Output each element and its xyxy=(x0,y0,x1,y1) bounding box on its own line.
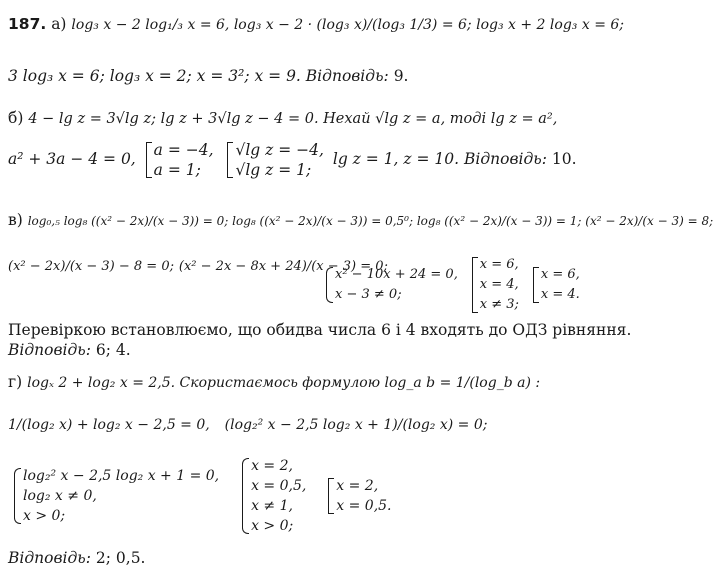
system-row: a = −4, xyxy=(153,141,214,159)
system-row: log₂ x ≠ 0, xyxy=(23,488,97,504)
part-d-answer-label: Відповідь: xyxy=(8,549,91,567)
system-row: x = 4, xyxy=(479,277,519,292)
system-row: x = 2, xyxy=(251,458,293,474)
part-b-line2 xyxy=(8,140,577,180)
system-row: log₂² x − 2,5 log₂ x + 1 = 0, xyxy=(23,468,220,484)
system-row: √lg z = 1; xyxy=(235,161,312,179)
part-c-check xyxy=(8,320,631,340)
part-a-line2 xyxy=(8,66,408,86)
part-b-equation: 4 − lg z = 3√lg z; lg z + 3√lg z − 4 = 0. Нехай √lg z = a, тоді lg z = a², xyxy=(28,111,558,127)
part-b-answer-label: Відповідь: xyxy=(464,150,547,168)
system-row: x ≠ 1, xyxy=(251,498,293,514)
part-a-solution: 3 log₃ x = 6; log₃ x = 2; x = 3²; x = 9. xyxy=(8,67,301,85)
part-d-equation: logₓ 2 + log₂ x = 2,5. Скористаємось формулою log_a b = 1/(log_b a) : xyxy=(27,375,541,391)
part-b-quadratic: a² + 3a − 4 = 0, xyxy=(8,150,136,168)
part-d-system-2 xyxy=(240,456,306,536)
part-c-system-3 xyxy=(532,265,580,305)
system-row: x² − 10x + 24 = 0, xyxy=(335,267,458,282)
system-row: x > 0; xyxy=(23,508,66,524)
part-c-line1 xyxy=(8,210,713,231)
part-b-system-1 xyxy=(145,140,214,180)
part-b-system-2 xyxy=(226,140,323,180)
problem-number: 187. xyxy=(8,15,47,33)
part-d-system-1 xyxy=(12,466,219,526)
part-d-line1 xyxy=(8,372,540,393)
part-d-step-1: 1/(log₂ x) + log₂ x − 2,5 = 0, xyxy=(8,417,210,433)
part-a-equation: log₃ x − 2 log₁/₃ x = 6, log₃ x − 2 · (log₃ x)/(log₃ 1/3) = 6; log₃ x + 2 log₃ x = 6; xyxy=(71,17,624,33)
system-row: √lg z = −4, xyxy=(235,141,324,159)
part-d-line2 xyxy=(8,414,487,435)
part-c-answer: 6; 4. xyxy=(95,341,131,359)
part-c-systems xyxy=(320,255,584,315)
part-c-step-2: (x² − 2x − 8x + 24)/(x − 3) = 0; xyxy=(178,259,388,274)
system-row: x = 2, xyxy=(336,478,379,494)
system-row: x = 6, xyxy=(479,257,519,272)
part-d-system-3 xyxy=(327,476,391,516)
part-c-system-2 xyxy=(471,255,519,315)
system-row: x − 3 ≠ 0; xyxy=(335,287,402,302)
part-c-system-1 xyxy=(324,265,458,305)
part-b-label: б) xyxy=(8,109,24,127)
part-d-step-2: (log₂² x − 2,5 log₂ x + 1)/(log₂ x) = 0; xyxy=(224,417,488,433)
part-b-line1 xyxy=(8,108,557,129)
part-a-answer-label: Відповідь: xyxy=(305,67,389,85)
system-row: x = 6, xyxy=(540,267,580,282)
system-row: x ≠ 3; xyxy=(479,297,519,312)
system-row: x = 4. xyxy=(540,287,580,302)
system-row: x > 0; xyxy=(251,518,294,534)
part-c-equation: log₀,₅ log₈ ((x² − 2x)/(x − 3)) = 0; log₈ ((x² − 2x)/(x − 3)) = 0,5⁰; log₈ ((x² − 2x)/(x − 3)) = 1; (x² − 2x)/(x − 3) = 8; xyxy=(27,214,713,228)
part-c-check-text: Перевіркою встановлюємо, що обидва числа 6 і 4 входять до ОДЗ рівняння. xyxy=(8,321,632,339)
system-row: x = 0,5. xyxy=(336,498,392,514)
part-d-answer-line xyxy=(8,548,145,568)
part-a-line1 xyxy=(8,14,624,35)
system-row: x = 0,5, xyxy=(251,478,307,494)
part-c-answer-line xyxy=(8,340,131,360)
part-d-answer: 2; 0,5. xyxy=(95,549,146,567)
part-a-label: а) xyxy=(51,15,67,33)
part-c-answer-label: Відповідь: xyxy=(8,341,91,359)
part-c-step-1: (x² − 2x)/(x − 3) − 8 = 0; xyxy=(8,259,174,274)
part-a-answer: 9. xyxy=(393,67,409,85)
part-d-label: г) xyxy=(8,373,23,391)
system-row: a = 1; xyxy=(153,161,201,179)
part-b-answer: 10. xyxy=(551,150,577,168)
part-d-systems xyxy=(8,456,396,536)
part-b-solution: lg z = 1, z = 10. xyxy=(332,150,460,168)
part-c-label: в) xyxy=(8,211,23,229)
